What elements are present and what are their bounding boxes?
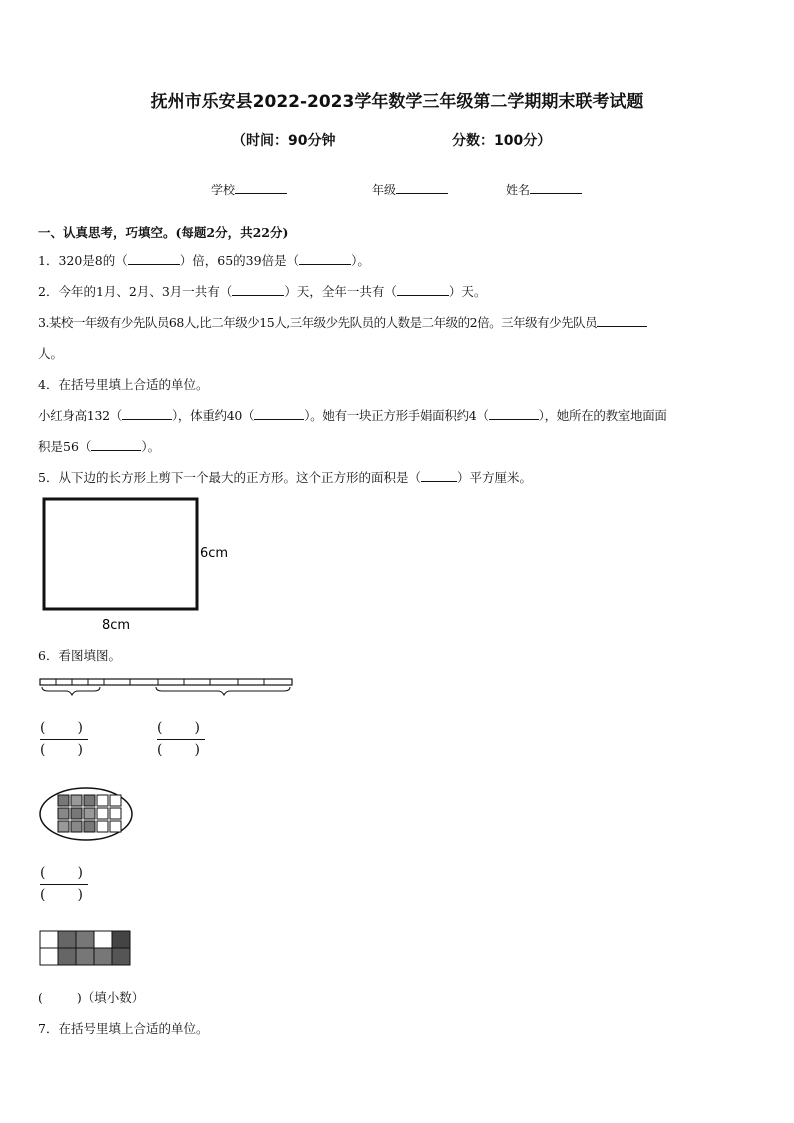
strip-bar — [40, 679, 292, 685]
section-heading: 一、认真思考，巧填空。(每题2分，共22分) — [38, 225, 289, 240]
question-1: 1．320是8的（ ）倍，65的39倍是（ ）。 — [38, 253, 370, 268]
answer-blank[interactable] — [397, 283, 449, 296]
width-label: 8cm — [102, 618, 131, 633]
answer-blank[interactable] — [489, 407, 539, 420]
shaded-grid-figure — [38, 929, 138, 969]
name-field[interactable] — [506, 181, 582, 198]
question-4: 4．在括号里填上合适的单位。 — [38, 377, 209, 392]
exam-score: 分数：100分） — [452, 133, 552, 149]
question-5: 5．从下边的长方形上剪下一个最大的正方形。这个正方形的面积是（ ）平方厘米。 — [38, 470, 532, 485]
answer-blank[interactable] — [254, 407, 304, 420]
question-6: 6．看图填图。 — [38, 648, 121, 663]
question-7: 7．在括号里填上合适的单位。 — [38, 1021, 209, 1036]
strip-dividers — [56, 679, 264, 685]
grade-blank[interactable] — [396, 181, 448, 194]
fraction-answer-2[interactable]: ( ) ( ) — [157, 718, 205, 761]
fill-decimal-label: （填小数） — [81, 990, 145, 1005]
school-field[interactable] — [211, 181, 287, 198]
page-title: 抚州市乐安县2022-2023学年数学三年级第二学期期末联考试题 — [150, 92, 644, 112]
segmented-strip-figure — [38, 677, 298, 699]
exam-time: （时间：90分钟 — [232, 133, 336, 149]
answer-blank[interactable] — [299, 252, 351, 265]
oval-grid-figure — [38, 785, 138, 845]
answer-blank[interactable] — [122, 407, 172, 420]
shaded-grid-cells — [40, 931, 130, 965]
fraction-answer-3[interactable]: ( ) ( ) — [40, 863, 88, 906]
grade-field[interactable] — [372, 181, 448, 198]
name-label: 姓名 — [506, 183, 531, 197]
question-4-line1: 小红身高132（ ），体重约40（ ）。她有一块正方形手娟面积约4（ ），她所在的教室地面面 — [38, 408, 667, 423]
fraction-answer-1[interactable]: ( ) ( ) — [40, 718, 88, 761]
answer-blank[interactable] — [597, 314, 647, 327]
answer-blank[interactable] — [421, 469, 457, 482]
question-3-end: 人。 — [38, 346, 64, 361]
school-blank[interactable] — [235, 181, 287, 194]
question-3: 3.某校一年级有少先队员68人,比二年级少15人,三年级少先队员的人数是二年级的2倍。三年级有少先队员 — [38, 313, 647, 331]
grid-cells — [58, 795, 121, 832]
decimal-answer[interactable]: ( )（填小数） — [38, 990, 145, 1005]
question-2: 2．今年的1月、2月、3月一共有（ ）天，全年一共有（ ）天。 — [38, 284, 487, 299]
rectangle-figure — [40, 495, 260, 640]
brace-left — [42, 687, 100, 695]
height-label: 6cm — [200, 546, 229, 561]
brace-right — [156, 687, 290, 695]
answer-blank[interactable] — [128, 252, 180, 265]
answer-blank[interactable] — [232, 283, 284, 296]
question-4-line2: 积是56（ ）。 — [38, 439, 161, 454]
name-blank[interactable] — [530, 181, 582, 194]
rectangle-shape — [44, 499, 197, 609]
answer-blank[interactable] — [91, 438, 141, 451]
school-label: 学校 — [211, 183, 236, 197]
grade-label: 年级 — [372, 183, 397, 197]
